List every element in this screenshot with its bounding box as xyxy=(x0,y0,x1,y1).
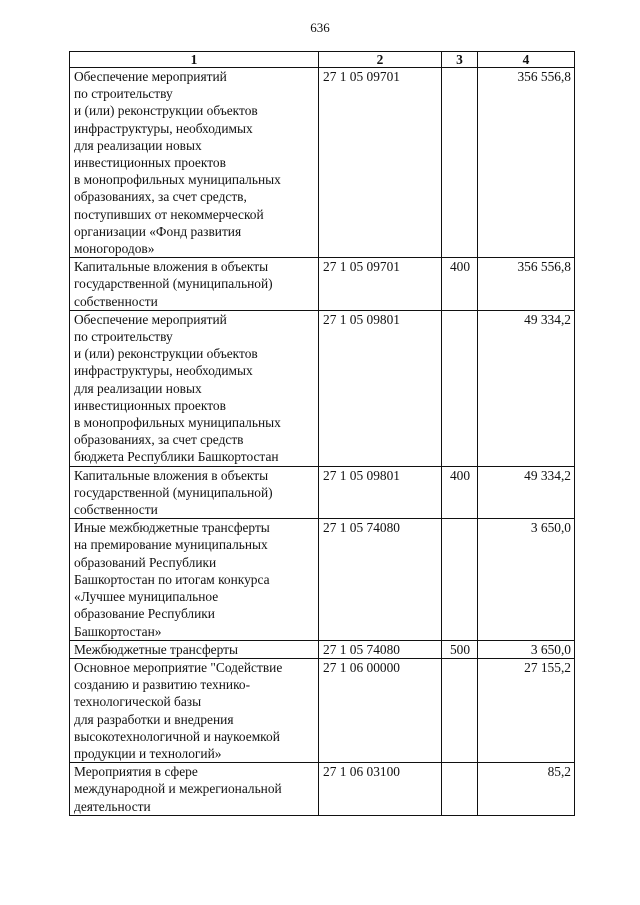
table-row xyxy=(70,310,575,466)
row-code-cell: 27 1 06 03100 xyxy=(319,763,442,816)
row-name-cell xyxy=(70,519,319,640)
row-name-line: собственности xyxy=(74,502,158,518)
row-name-line: государственной (муниципальной) xyxy=(74,484,273,500)
row-name-line: на премирование муниципальных xyxy=(74,537,268,553)
row-name-line: Башкортостан по итогам конкурса xyxy=(74,571,270,587)
row-name-line: для реализации новых xyxy=(74,380,202,396)
row-name-line: Башкортостан» xyxy=(74,623,162,639)
row-name-cell xyxy=(70,466,319,519)
row-amount-cell: 3 650,0 xyxy=(478,640,575,658)
row-name-line: образованиях, за счет средств xyxy=(74,432,244,448)
row-name-line: Обеспечение мероприятий xyxy=(74,311,227,327)
row-amount-cell: 27 155,2 xyxy=(478,658,575,762)
row-code-cell: 27 1 05 09701 xyxy=(319,258,442,311)
row-code-cell: 27 1 05 09801 xyxy=(319,466,442,519)
row-name-line: деятельности xyxy=(74,798,151,814)
row-name-line: созданию и развитию технико- xyxy=(74,677,251,693)
row-amount-cell: 49 334,2 xyxy=(478,466,575,519)
row-type-cell xyxy=(442,310,478,466)
row-amount-cell: 356 556,8 xyxy=(478,68,575,258)
row-name-line: государственной (муниципальной) xyxy=(74,276,273,292)
row-name-line: в монопрофильных муниципальных xyxy=(74,415,281,431)
table-row xyxy=(70,68,575,258)
row-name-cell xyxy=(70,68,319,258)
row-name-line: инфраструктуры, необходимых xyxy=(74,363,253,379)
row-name-cell xyxy=(70,310,319,466)
column-header-code: 2 xyxy=(319,52,442,68)
page-number: 636 xyxy=(310,20,330,35)
table-header-row xyxy=(70,52,575,68)
table-row xyxy=(70,519,575,640)
row-name-line: собственности xyxy=(74,293,158,309)
table-row xyxy=(70,258,575,311)
row-name-line: по строительству xyxy=(74,86,173,102)
row-type-cell: 500 xyxy=(442,640,478,658)
table-row xyxy=(70,640,575,658)
row-name-line: Основное мероприятие "Содействие xyxy=(74,659,283,675)
row-name-cell xyxy=(70,658,319,762)
row-name-line: Капитальные вложения в объекты xyxy=(74,467,269,483)
row-name-line: в монопрофильных муниципальных xyxy=(74,172,281,188)
row-type-cell xyxy=(442,519,478,640)
row-amount-cell: 356 556,8 xyxy=(478,258,575,311)
column-header-name: 1 xyxy=(70,52,319,68)
row-type-cell: 400 xyxy=(442,466,478,519)
row-name-cell xyxy=(70,640,319,658)
row-name-line: инвестиционных проектов xyxy=(74,155,226,171)
row-name-line: Обеспечение мероприятий xyxy=(74,69,227,84)
row-name-line: для разработки и внедрения xyxy=(74,711,234,727)
row-name-line: образованиях, за счет средств, xyxy=(74,189,247,205)
row-name-line: моногородов» xyxy=(74,241,155,257)
table-row xyxy=(70,658,575,762)
row-name-line: поступивших от некоммерческой xyxy=(74,206,264,222)
table-body xyxy=(70,68,575,816)
table-row xyxy=(70,466,575,519)
row-name-cell xyxy=(70,258,319,311)
row-name-line: и (или) реконструкции объектов xyxy=(74,346,258,362)
row-code-cell: 27 1 06 00000 xyxy=(319,658,442,762)
row-name-line: образований Республики xyxy=(74,554,217,570)
row-code-cell: 27 1 05 74080 xyxy=(319,519,442,640)
row-name-line: Капитальные вложения в объекты xyxy=(74,259,269,275)
row-name-line: бюджета Республики Башкортостан xyxy=(74,449,279,465)
row-name-line: инвестиционных проектов xyxy=(74,397,226,413)
budget-table xyxy=(69,51,575,816)
row-code-cell: 27 1 05 09701 xyxy=(319,68,442,258)
row-name-line: продукции и технологий» xyxy=(74,745,222,761)
row-name-cell xyxy=(70,763,319,816)
row-amount-cell: 49 334,2 xyxy=(478,310,575,466)
row-name-line: международной и межрегиональной xyxy=(74,781,282,797)
row-code-cell: 27 1 05 74080 xyxy=(319,640,442,658)
row-name-line: по строительству xyxy=(74,329,173,345)
row-type-cell xyxy=(442,68,478,258)
row-name-line: организации «Фонд развития xyxy=(74,223,242,239)
row-name-line: высокотехнологичной и наукоемкой xyxy=(74,728,280,744)
table-row xyxy=(70,763,575,816)
row-name-line: для реализации новых xyxy=(74,137,202,153)
row-type-cell xyxy=(442,763,478,816)
row-name-line: Мероприятия в сфере xyxy=(74,764,198,780)
column-header-amount: 4 xyxy=(478,52,575,68)
row-code-cell: 27 1 05 09801 xyxy=(319,310,442,466)
row-name-line: «Лучшее муниципальное xyxy=(74,589,219,605)
row-type-cell: 400 xyxy=(442,258,478,311)
column-header-type: 3 xyxy=(442,52,478,68)
row-amount-cell: 85,2 xyxy=(478,763,575,816)
row-name-line: Межбюджетные трансферты xyxy=(74,641,238,657)
row-type-cell xyxy=(442,658,478,762)
row-name-line: технологической базы xyxy=(74,694,202,710)
row-name-line: Иные межбюджетные трансферты xyxy=(74,520,270,536)
row-name-line: образование Республики xyxy=(74,606,215,622)
row-amount-cell: 3 650,0 xyxy=(478,519,575,640)
row-name-line: инфраструктуры, необходимых xyxy=(74,120,253,136)
row-name-line: и (или) реконструкции объектов xyxy=(74,103,258,119)
